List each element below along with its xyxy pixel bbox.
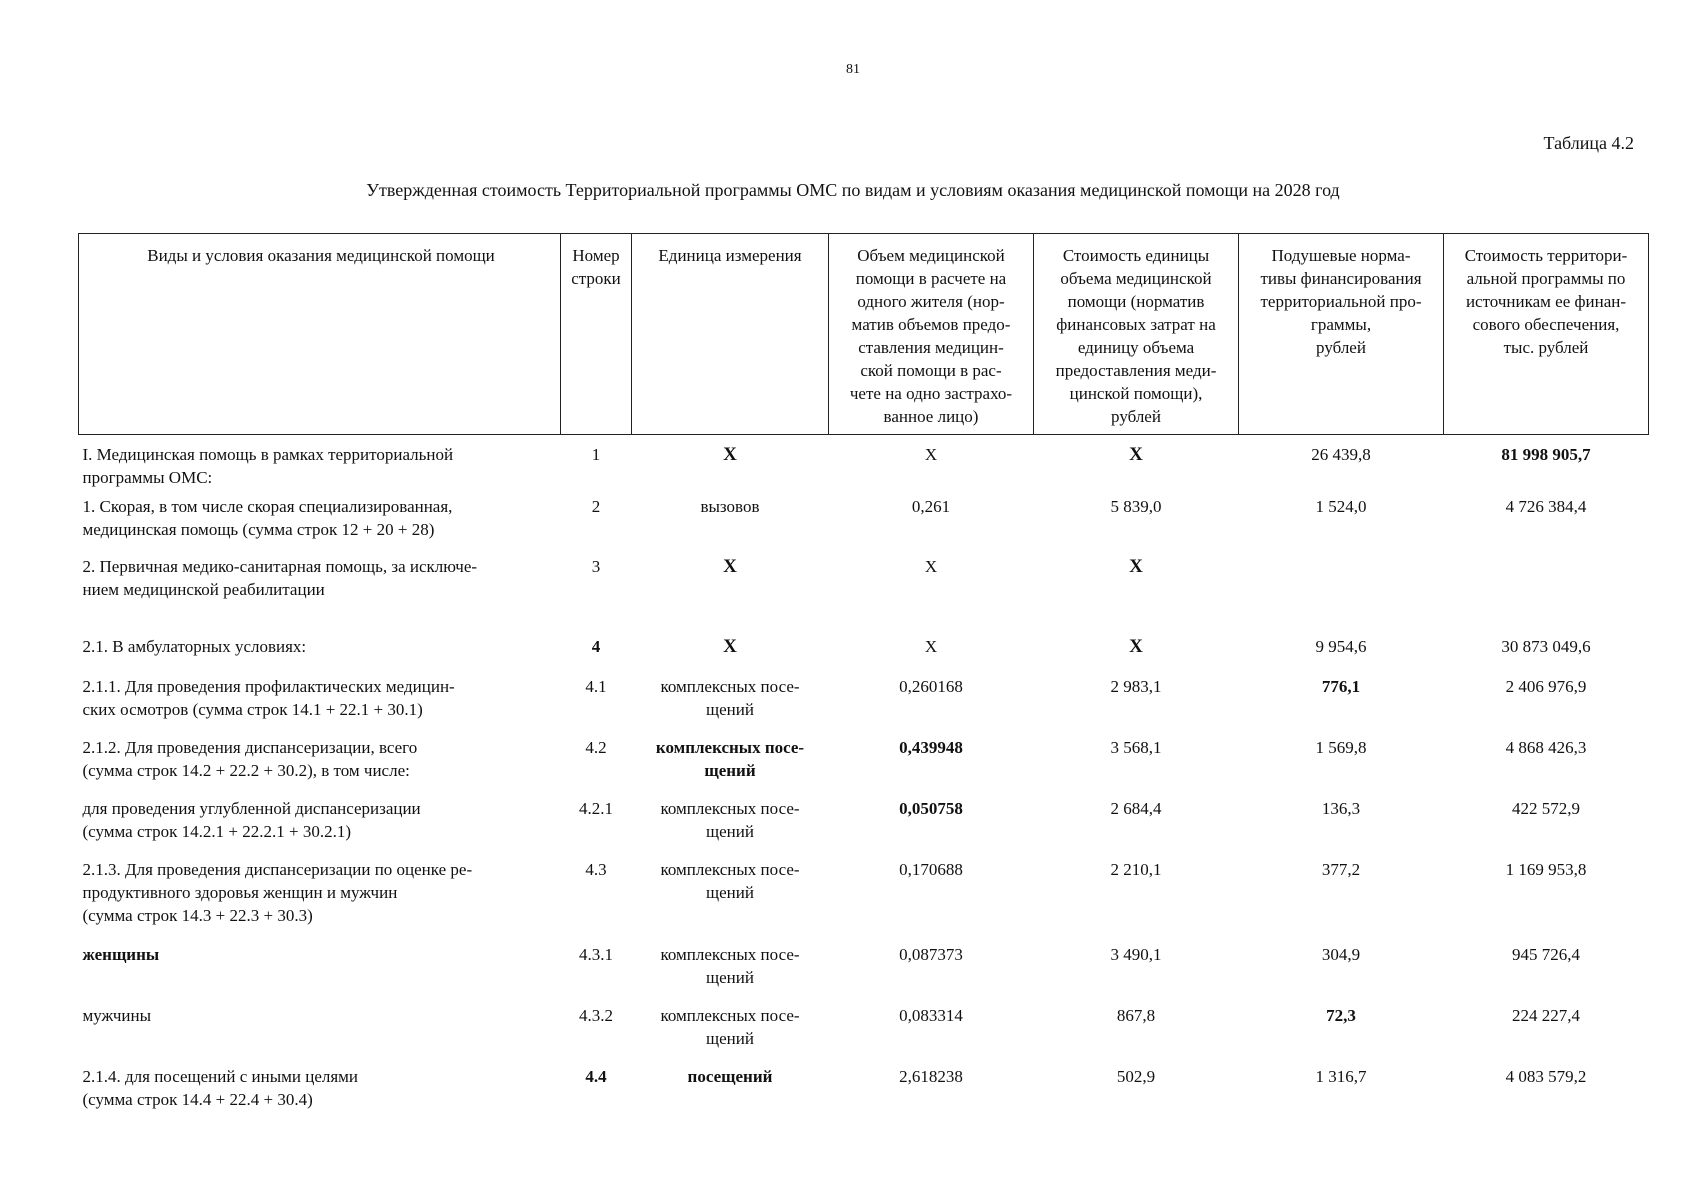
cell-care-type [79,495,561,555]
cell-volume: 2,618238 [899,1067,963,1086]
cell-unit-cost: 2 983,1 [1110,677,1162,696]
header-line: матив объемов предо- [851,315,1011,334]
cell-program-cost: 945 726,4 [1512,945,1580,964]
header-line: тыс. рублей [1503,338,1589,357]
cell-care-type [79,675,561,736]
cell-line: щений [706,883,754,902]
cell-volume: 0,050758 [899,799,963,818]
cell-line: комплексных посе- [660,1006,800,1025]
cell-unit-cost: 502,9 [1116,1067,1156,1086]
cell-line: мужчины [82,1006,152,1025]
cell-line: 2.1.4. для посещений с иными целями [82,1067,359,1086]
cell-unit-cost: 867,8 [1116,1006,1156,1025]
cell-program-cost [1444,555,1649,635]
cell-unit: X [723,444,737,465]
header-line: альной программы по [1466,269,1626,288]
header-line: чете на одно застрахо- [849,384,1013,403]
cell-program-cost: 4 868 426,3 [1505,738,1587,757]
cell-unit [632,1004,829,1065]
cell-line: комплексных посе- [660,945,800,964]
cell-care-type [79,797,561,858]
cell-line: щений [704,761,756,780]
cell-unit [632,736,829,797]
cell-unit-cost: 5 839,0 [1110,497,1162,516]
cell-unit: вызовов [700,497,760,516]
cell-line: 2.1.3. Для проведения диспансеризации по оценке ре- [82,860,473,879]
cell-unit-cost: 3 490,1 [1110,945,1162,964]
cell-care-type [79,1065,561,1126]
cell-unit-cost: X [1129,556,1143,577]
cell-care-type [79,736,561,797]
table-row [79,495,1649,555]
cell-program-cost: 1 169 953,8 [1505,860,1587,879]
cell-row-number: 4.3 [585,860,607,879]
header-line: тивы финансирования [1260,269,1422,288]
cell-line: ских осмотров (сумма строк 14.1 + 22.1 + 30.1) [82,700,423,719]
header-line: Единица измерения [658,246,802,265]
cell-program-cost: 224 227,4 [1512,1006,1580,1025]
cell-volume: 0,083314 [899,1006,963,1025]
cell-care-type [79,635,561,675]
cell-line: комплексных посе- [660,860,800,879]
cell-line: продуктивного здоровья женщин и мужчин [82,883,398,902]
table-row [79,675,1649,736]
cell-unit-cost: X [1129,636,1143,657]
cell-per-capita: 1 316,7 [1315,1067,1367,1086]
cell-line: для проведения углубленной диспансеризации [82,799,421,818]
cell-line: 2.1.2. Для проведения диспансеризации, всего [82,738,418,757]
cell-care-type [79,943,561,1004]
cell-program-cost: 81 998 905,7 [1501,445,1591,464]
cell-unit: X [723,556,737,577]
cell-per-capita: 377,2 [1321,860,1361,879]
cell-care-type [79,435,561,496]
cell-line: нием медицинской реабилитации [82,580,325,599]
cell-line: щений [706,700,754,719]
header-care-type [79,234,561,435]
header-unit [632,234,829,435]
cell-per-capita: 136,3 [1321,799,1361,818]
cell-program-cost: 30 873 049,6 [1501,637,1591,656]
cell-volume: 0,261 [911,497,951,516]
cell-line: щений [706,968,754,987]
cell-line: женщины [82,945,160,964]
table-label: Таблица 4.2 [1543,133,1634,153]
cell-line: 2.1.1. Для проведения профилактических медицин- [82,677,455,696]
header-line: финансовых затрат на [1056,315,1216,334]
cell-line: (сумма строк 14.3 + 22.3 + 30.3) [82,906,313,925]
cell-volume: 0,087373 [899,945,963,964]
cell-line: комплексных посе- [655,738,805,757]
cell-care-type [79,1004,561,1065]
cell-program-cost: 2 406 976,9 [1505,677,1587,696]
cell-row-number: 1 [591,445,601,464]
cell-volume: X [924,557,938,576]
cell-volume: 0,260168 [899,677,963,696]
cell-line: программы ОМС: [82,468,213,487]
cell-line: медицинская помощь (сумма строк 12 + 20 + 28) [82,520,435,539]
header-line: единицу объема [1077,338,1195,357]
header-line: помощи (норматив [1067,292,1205,311]
cell-unit [632,858,829,943]
cell-program-cost: 422 572,9 [1512,799,1580,818]
table-row [79,1065,1649,1126]
header-line: рублей [1111,407,1161,426]
header-line: цинской помощи), [1069,384,1203,403]
cell-unit-cost: X [1129,444,1143,465]
header-line: помощи в расчете на [855,269,1007,288]
header-line: рублей [1316,338,1366,357]
cell-unit-cost: 2 210,1 [1110,860,1162,879]
header-line: сового обеспечения, [1472,315,1620,334]
cell-per-capita [1239,555,1444,635]
header-volume [829,234,1034,435]
cell-care-type [79,555,561,635]
cell-per-capita: 9 954,6 [1315,637,1367,656]
cell-per-capita: 776,1 [1321,677,1361,696]
cell-unit [632,943,829,1004]
cost-table [78,233,1649,1126]
header-line: Подушевые норма- [1271,246,1411,265]
cell-line: комплексных посе- [660,799,800,818]
cell-row-number: 4.4 [585,1067,607,1086]
cell-row-number: 4.2.1 [579,799,613,818]
table-row [79,635,1649,675]
header-line: граммы, [1310,315,1372,334]
page-number: 81 [846,62,860,77]
cell-line: 1. Скорая, в том числе скорая специализированная, [82,497,453,516]
cell-row-number: 2 [591,497,601,516]
header-line: объема медицинской [1060,269,1212,288]
cell-per-capita: 1 524,0 [1315,497,1367,516]
cell-line: посещений [687,1067,773,1086]
header-line: Виды и условия оказания медицинской помощи [147,246,495,265]
header-line: ванное лицо) [883,407,979,426]
cell-per-capita: 26 439,8 [1311,445,1371,464]
table-row [79,555,1649,635]
cell-unit-cost: 2 684,4 [1110,799,1162,818]
header-unit-cost [1034,234,1239,435]
cell-line: щений [706,822,754,841]
cell-line: I. Медицинская помощь в рамках территориальной [82,445,454,464]
cell-care-type [79,858,561,943]
cell-line: щений [706,1029,754,1048]
cell-row-number: 4.3.1 [579,945,613,964]
cell-line: (сумма строк 14.4 + 22.4 + 30.4) [82,1090,313,1109]
page-title: Утвержденная стоимость Территориальной программы ОМС по видам и условиям оказания медицинской помощи на 2028 год [366,180,1340,200]
header-line: ской помощи в рас- [860,361,1002,380]
header-per-capita [1239,234,1444,435]
cell-row-number: 4 [591,637,601,656]
cell-row-number: 3 [591,557,601,576]
header-line: строки [571,269,621,288]
table-row [79,943,1649,1004]
cell-unit [632,675,829,736]
cell-program-cost: 4 083 579,2 [1505,1067,1587,1086]
header-line: Стоимость территори- [1464,246,1628,265]
cell-line: комплексных посе- [660,677,800,696]
table-row [79,435,1649,496]
header-line: Объем медицинской [857,246,1005,265]
cell-unit [632,1065,829,1126]
cell-per-capita: 1 569,8 [1315,738,1367,757]
header-line: территориальной про- [1260,292,1422,311]
table-row [79,736,1649,797]
cell-unit-cost: 3 568,1 [1110,738,1162,757]
header-line: одного жителя (нор- [857,292,1005,311]
cell-volume: X [924,445,938,464]
table-row [79,797,1649,858]
table-row [79,858,1649,943]
cell-line: (сумма строк 14.2.1 + 22.2.1 + 30.2.1) [82,822,351,841]
header-line: предоставления меди- [1055,361,1217,380]
cell-volume: 0,170688 [899,860,963,879]
cell-per-capita: 304,9 [1321,945,1361,964]
cell-line: (сумма строк 14.2 + 22.2 + 30.2), в том числе: [82,761,410,780]
header-row-number [561,234,632,435]
cell-volume: X [924,637,938,656]
header-program-cost [1444,234,1649,435]
cell-line: 2.1. В амбулаторных условиях: [82,637,307,656]
cell-unit: X [723,636,737,657]
cell-unit [632,797,829,858]
cell-volume: 0,439948 [899,738,963,757]
cell-line: 2. Первичная медико-санитарная помощь, за исключе- [82,557,478,576]
header-line: Стоимость единицы [1062,246,1210,265]
header-line: Номер [572,246,620,265]
cell-per-capita: 72,3 [1326,1006,1356,1025]
cell-row-number: 4.2 [585,738,607,757]
cell-row-number: 4.1 [585,677,607,696]
header-line: источникам ее финан- [1465,292,1627,311]
cell-program-cost: 4 726 384,4 [1505,497,1587,516]
header-line: ставления медицин- [858,338,1004,357]
header-row [79,234,1649,435]
table-row [79,1004,1649,1065]
cell-row-number: 4.3.2 [579,1006,613,1025]
